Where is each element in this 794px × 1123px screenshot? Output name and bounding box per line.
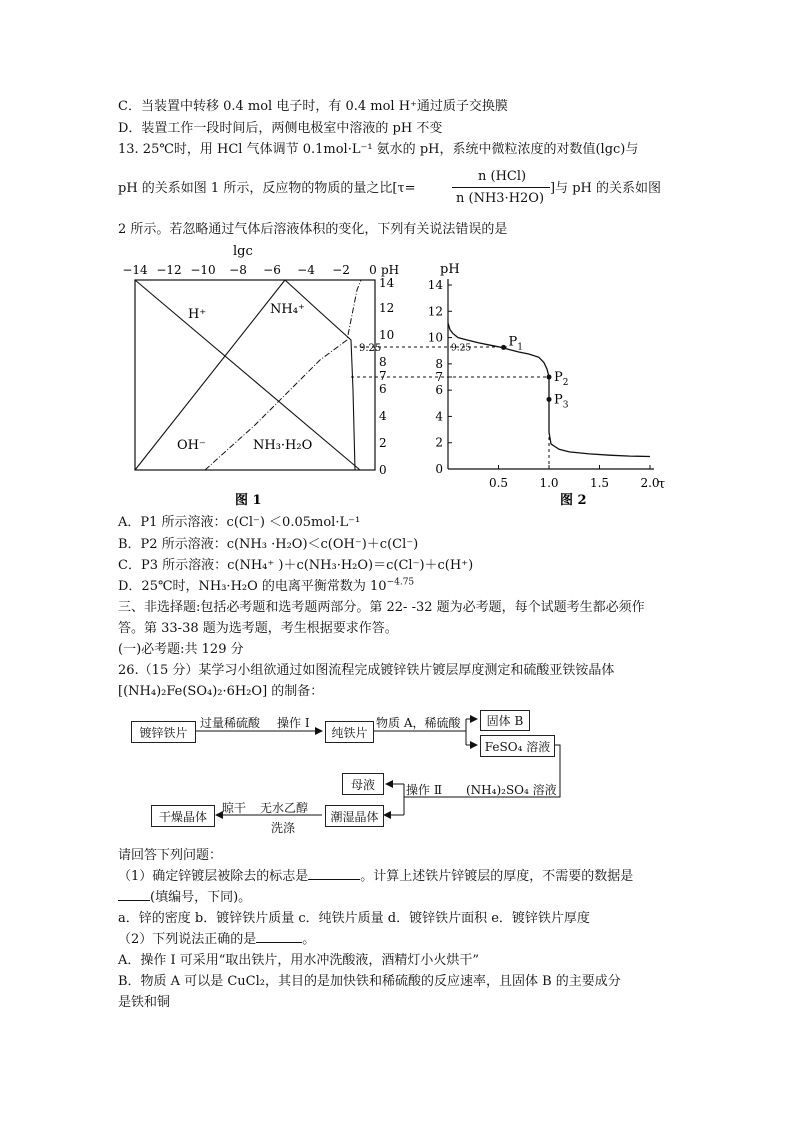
fig1-right-tick: 4 [379, 409, 387, 423]
sub-question-2-option-b1: B．物质 A 可以是 CuCl₂，其目的是加快铁和稀硫酸的反应速率，且固体 B 的主要成分 [118, 974, 621, 989]
section-3-line2: 答。第 33-38 题为选考题，考生根据要求作答。 [118, 621, 398, 636]
sub-question-2-option-a: A．操作 I 可采用“取出铁片，用水冲洗酸液，酒精灯小火烘干” [118, 953, 480, 968]
sub-question-2-option-b2: 是铁和铜 [118, 995, 171, 1010]
choice-a: A．P1 所示溶液：c(Cl⁻) ＜0.05mol·L⁻¹ [118, 515, 361, 530]
box-pure-iron: 纯铁片 [325, 721, 374, 743]
fig2-y-tick-label: 0 [435, 462, 443, 476]
box-feso4: FeSO₄ 溶液 [480, 735, 555, 757]
sub-question-1-options: a．锌的密度 b．镀锌铁片质量 c．纯铁片质量 d．镀锌铁片面积 e．镀锌铁片厚度 [118, 911, 590, 926]
fig1-right-tick: 10 [379, 328, 395, 342]
choice-c: C．P3 所示溶液：c(NH₄⁺ )＋c(NH₃·H₂O)＝c(Cl⁻)＋c(H⁺) [118, 558, 474, 573]
question-13-line1: 13. 25℃时，用 HCl 气体调节 0.1mol·L⁻¹ 氨水的 pH，系统中微粒浓度的对数值(lgc)与 [118, 142, 639, 157]
fig2-ticks [428, 278, 660, 490]
fig2-y-tick-label: 8 [435, 356, 443, 371]
label-operation-1: 操作 I [277, 716, 310, 730]
fig1-right-tick: 6 [379, 382, 387, 396]
fig2-y-tick-label: 10 [427, 330, 443, 345]
label-ethanol: 无水乙醇 [260, 801, 309, 815]
fig2-x-title: τ [658, 477, 666, 492]
fig2-y-tick-label: 2 [435, 435, 443, 450]
fig1-ph-title: pH [381, 263, 400, 277]
fig1-top-tick: −10 [190, 263, 216, 277]
choice-b: B．P2 所示溶液：c(NH₃ ·H₂O)＜c(OH⁻)＋c(Cl⁻) [118, 537, 419, 552]
box-solid-b: 固体 B [480, 710, 530, 731]
question-26-line2: [(NH₄)₂Fe(SO₄)₂·6H₂O] 的制备： [118, 684, 324, 699]
option-d-line: D．装置工作一段时间后，两侧电极室中溶液的 pH 不变 [118, 121, 443, 136]
answer-blank-2[interactable] [118, 900, 150, 901]
fraction-numerator: n (HCl) [478, 169, 527, 184]
sub-question-1-a: （1）确定锌镀层被除去的标志是 [118, 869, 309, 884]
answer-blank-1[interactable] [308, 879, 360, 880]
sub-question-2 [118, 932, 315, 948]
fraction-denominator: n (NH3·H2O) [456, 191, 545, 206]
fig1-top-tick: 0 [369, 263, 377, 277]
fig1-label-nh3: NH₃·H₂O [253, 438, 313, 453]
question-13-line2-start: pH 的关系如图 1 所示，反应物的物质的量之比[τ= [118, 181, 416, 196]
fig2-point-label: $P_2$ [554, 370, 569, 388]
fig2-point-marker [547, 397, 552, 402]
choice-d [118, 579, 414, 595]
sub-question-1-c: (填编号，下同)。 [150, 890, 252, 905]
label-wash: 洗涤 [271, 821, 296, 835]
question-13-line3: 2 所示。若忽略通过气体后溶液体积的变化，下列有关说法错误的是 [118, 222, 508, 237]
section-3-line1: 三、非选择题:包括必考题和选考题两部分。第 22- -32 题为必考题，每个试题考生都必须作 [118, 600, 645, 615]
choice-d-text: D．25℃时，NH₃·H₂O 的电离平衡常数为 10 [118, 579, 387, 594]
fig1-caption: 图 1 [235, 493, 262, 508]
fig2-y-tick-label: 12 [427, 304, 443, 319]
option-c-line: C．当装置中转移 0.4 mol 电子时，有 0.4 mol H⁺通过质子交换膜 [118, 99, 508, 114]
label-operation-2: 操作 Ⅱ [406, 783, 442, 797]
fig1-label-nh4: NH₄⁺ [270, 302, 305, 317]
box-mother-liquor: 母液 [342, 773, 384, 795]
box-plated-iron: 镀锌铁片 [131, 721, 196, 743]
fig1-right-tick: 12 [379, 301, 395, 315]
fraction-bar [452, 187, 550, 188]
sub-question-1-cont [118, 890, 251, 906]
choice-d-exponent: −4.75 [386, 577, 415, 588]
answer-blank-3[interactable] [256, 942, 302, 943]
fig2-x-tick-label: 0.5 [488, 476, 509, 490]
label-dilute-acid: 过量稀硫酸 [200, 716, 261, 730]
fig2-y-tick-label: 7 [435, 370, 443, 384]
fig2-caption: 图 2 [560, 493, 587, 508]
fig1-right-tick: 2 [379, 436, 387, 450]
figure-2-tau-ph-chart [420, 255, 670, 510]
question-13-line2-end: ]与 pH 的关系如图 [550, 181, 661, 196]
box-dry-crystal: 干燥晶体 [151, 805, 215, 827]
fig2-y-tick-label: 14 [427, 278, 443, 292]
fig2-x-tick-label: 1.0 [539, 476, 559, 490]
fig2-x-tick-label: 1.5 [589, 476, 610, 490]
fig1-pka-tick: 9.25 [359, 343, 382, 354]
fig1-h-line [135, 280, 360, 470]
fig1-lgc-title: lgc [233, 244, 253, 259]
answer-intro: 请回答下列问题： [118, 848, 223, 863]
fig2-point-marker [547, 375, 552, 380]
sub-question-1 [118, 869, 633, 885]
label-ammonium-sulfate: (NH₄)₂SO₄ 溶液 [466, 783, 557, 797]
fig1-top-ticks [122, 263, 376, 277]
section-3-line3: (一)必考题:共 129 分 [118, 642, 244, 657]
fig2-point-marker [501, 345, 506, 350]
fig2-y-tick-label: 4 [435, 409, 443, 424]
fig1-top-tick: −4 [297, 263, 315, 277]
fig1-top-tick: −6 [263, 263, 281, 277]
label-material-a: 物质 A，稀硫酸 [376, 716, 461, 730]
fig2-pka-tick-label: 9.25 [451, 343, 472, 354]
question-26-line1: 26.（15 分）某学习小组欲通过如图流程完成镀锌铁片镀层厚度测定和硫酸亚铁铵晶体 [118, 663, 615, 678]
fig2-point-label: $P_3$ [554, 392, 569, 411]
fig2-point-label: $P_1$ [508, 334, 524, 353]
label-air-dry: 晾干 [222, 801, 247, 815]
fig2-y-title: pH [440, 262, 460, 277]
fig1-top-tick: −12 [156, 263, 182, 277]
fig1-top-tick: −14 [122, 263, 148, 277]
sub-question-1-b: 。计算上述铁片锌镀层的厚度，不需要的数据是 [360, 869, 634, 884]
fig1-top-tick: −2 [332, 263, 350, 277]
box-wet-crystal: 潮湿晶体 [325, 805, 384, 827]
fig2-x-tick-label: 2.0 [640, 476, 660, 490]
fig1-top-tick: −8 [229, 263, 247, 277]
sub-question-2-a: （2）下列说法正确的是 [118, 932, 257, 947]
fig1-seven-tick: 7 [379, 369, 387, 383]
sub-question-2-b: 。 [302, 932, 316, 947]
fig2-plot [448, 279, 654, 469]
fig1-right-tick: 0 [379, 463, 387, 477]
fig1-right-tick: 8 [379, 355, 387, 369]
fig1-right-tick: 14 [379, 276, 395, 290]
fig1-label-h: H⁺ [188, 307, 207, 322]
fig1-label-oh: OH⁻ [177, 438, 206, 453]
fig2-y-tick-label: 6 [435, 383, 443, 398]
